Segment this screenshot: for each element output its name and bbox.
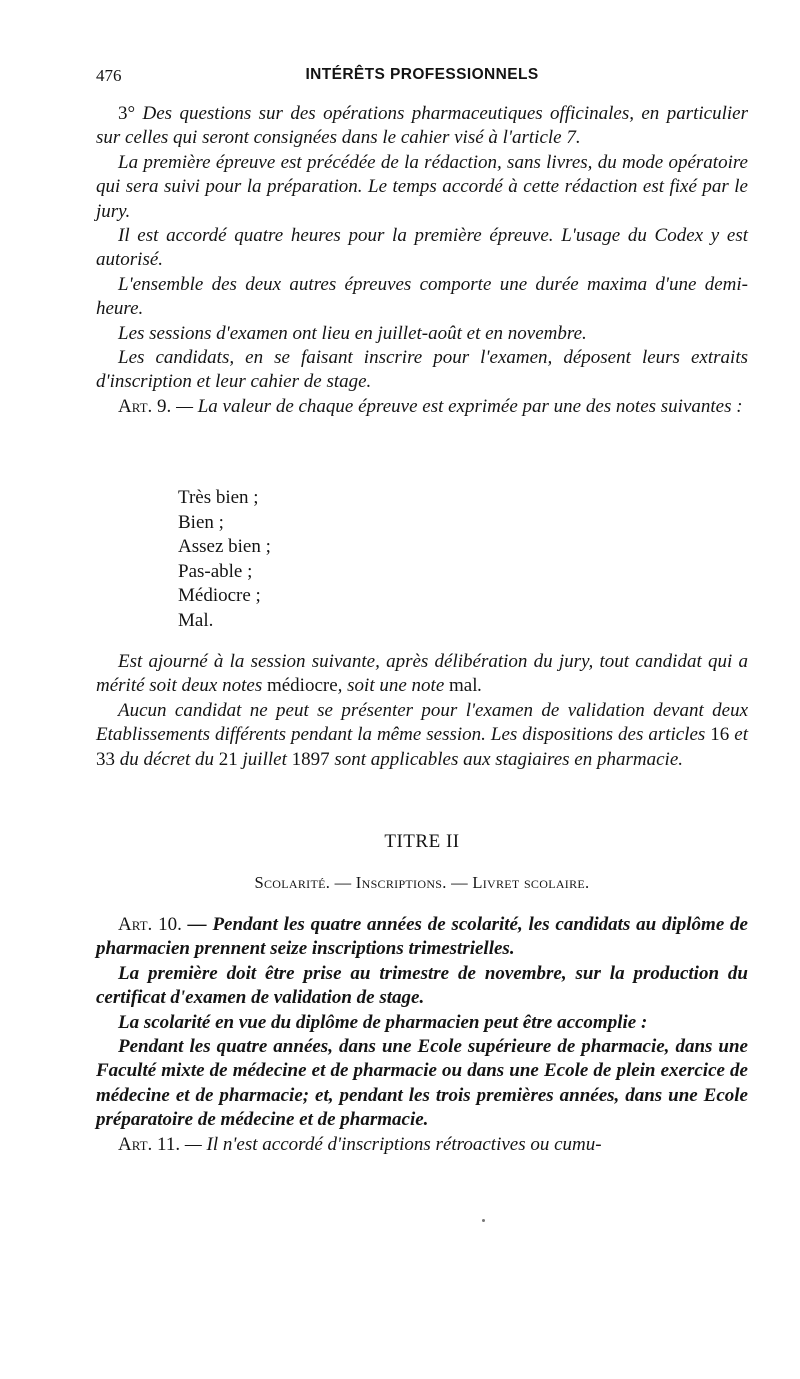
section-subtitle: Scolarité. — Inscriptions. — Livret scolaire.	[254, 873, 590, 892]
grade-item: Mal.	[178, 609, 214, 631]
item-number: 3°	[118, 103, 143, 124]
paragraph-first-inscription: La première doit être prise au trimestre de novembre, sur la production du certificat d'examen de validation de stage.	[96, 962, 748, 1009]
paragraph-redaction: La première épreuve est précédée de la rédaction, sans livres, du mode opératoire qui sera suivi pour la préparation. Le temps accordé à cette rédaction est fixé par le jury.	[96, 151, 748, 222]
ink-speck	[482, 1219, 485, 1222]
page-number: 476	[96, 66, 122, 85]
running-header	[96, 66, 748, 90]
section-title: TITRE II	[384, 831, 460, 852]
text-run: juillet	[237, 748, 292, 770]
item-text: Des questions sur des opérations pharmaceutiques officinales, en particulier sur celles qui seront consignées dans le cahier visé à l'article 7.	[96, 103, 748, 149]
article-9	[96, 395, 748, 419]
article-label: Art. 11.	[118, 1133, 181, 1155]
grade-item: Très bien ;	[178, 487, 259, 508]
text-run: 33	[96, 748, 115, 770]
text-run: mal	[449, 675, 478, 697]
text-run: et	[729, 724, 748, 746]
running-title: INTÉRÊTS PROFESSIONNELS	[305, 66, 539, 83]
text-run: Est ajourné à la session suivante, après délibération du jury, tout candidat qui a mérité soit deux notes	[96, 651, 748, 697]
text-run: , soit une note	[337, 675, 450, 697]
paragraph-scolarite: La scolarité en vue du diplôme de pharmacien peut être accomplie :	[118, 1011, 648, 1033]
text-run: médiocre	[266, 675, 338, 697]
text-block-scolarite	[96, 913, 748, 1157]
paragraph-duration: Il est accordé quatre heures pour la première épreuve. L'usage du Codex y est autorisé.	[96, 225, 748, 271]
text-run: 16	[710, 724, 730, 746]
paragraph-adjournment	[96, 650, 748, 699]
article-label: Art. 9.	[118, 395, 172, 417]
article-text: — La valeur de chaque épreuve est exprimée par une des notes suivantes :	[171, 395, 743, 417]
text-block-adjournment	[96, 650, 748, 772]
article-text: — Pendant les quatre années de scolarité, les candidats au diplôme de pharmacien prennent seize inscriptions trimestrielles.	[96, 914, 748, 960]
paragraph-other-tests: L'ensemble des deux autres épreuves comporte une durée maxima d'une demi-heure.	[96, 273, 748, 320]
paragraph-item-3	[96, 102, 748, 151]
article-label: Art. 10.	[118, 914, 182, 935]
text-run: Aucun candidat ne peut se présenter pour l'examen de validation devant deux Etablissements différents pendant la même session. Les dispositions des articles	[96, 699, 748, 746]
grade-item: Assez bien ;	[178, 536, 271, 558]
text-run: .	[477, 675, 483, 697]
paragraph-sessions: Les sessions d'examen ont lieu en juillet-août et en novembre.	[118, 322, 587, 344]
article-11	[96, 1133, 748, 1157]
text-run: sont applicables aux stagiaires en pharmacie.	[329, 748, 684, 770]
grade-item: Bien ;	[178, 511, 224, 533]
paragraph-candidates: Les candidats, en se faisant inscrire pour l'examen, déposent leurs extraits d'inscription et leur cahier de stage.	[96, 347, 748, 393]
grade-item: Pas‑able ;	[178, 560, 253, 582]
text-run: du décret du	[115, 748, 219, 770]
grade-item: Médiocre ;	[178, 585, 261, 607]
text-block-exam	[96, 102, 748, 419]
article-text: — Il n'est accordé d'inscriptions rétroactives ou cumu-	[180, 1133, 602, 1155]
article-10	[96, 913, 748, 962]
grades-list	[178, 486, 271, 634]
text-run: 21	[218, 748, 238, 770]
paragraph-schools: Pendant les quatre années, dans une Ecole supérieure de pharmacie, dans une Faculté mixte de médecine et de pharmacie ou dans une Ecole de plein exercice de médecine et de pharmacie; et, pendant les trois premières années, dans une Ecole préparatoire de médecine et de pharmacie.	[96, 1036, 748, 1131]
text-run: 1897	[291, 748, 330, 770]
paragraph-validation	[96, 699, 748, 772]
